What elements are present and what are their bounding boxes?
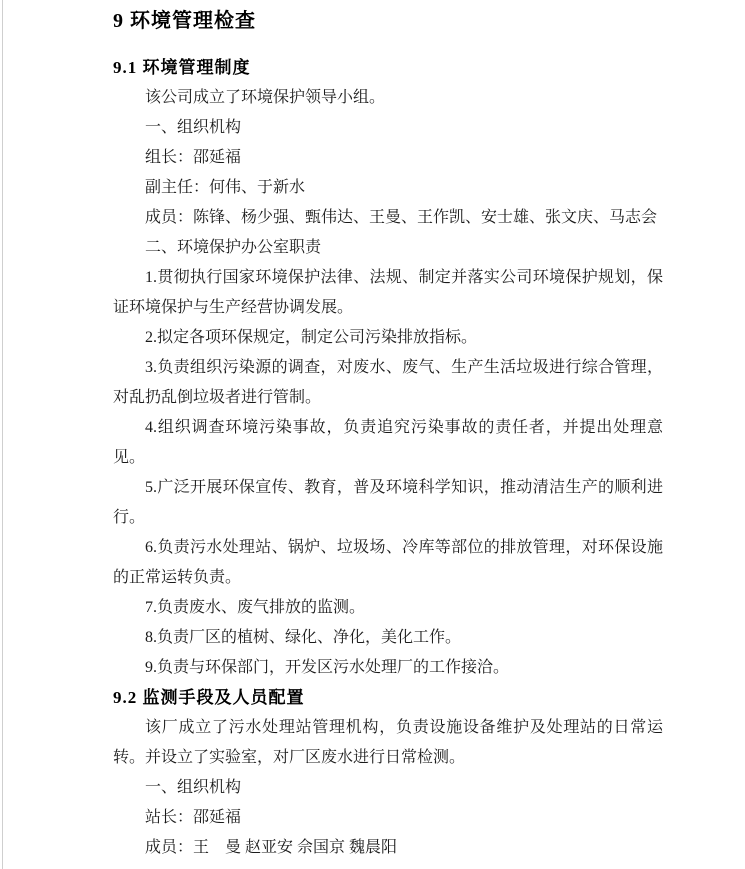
- document-section: [113, 683, 663, 863]
- page-left-edge-line: [2, 0, 3, 869]
- paragraph: 组长：邵延福: [145, 149, 242, 166]
- paragraph: 9.负责与环保部门，开发区污水处理厂的工作接洽。: [145, 659, 510, 676]
- paragraph: 一、组织机构: [145, 119, 242, 136]
- paragraph: 一、组织机构: [145, 779, 242, 796]
- paragraph: 副主任：何伟、于新水: [145, 179, 306, 196]
- paragraph: 该厂成立了污水处理站管理机构，负责设施设备维护及处理站的日常运转。并设立了实验室，对厂区废水进行日常检测。: [113, 719, 663, 766]
- section-heading: 9.2 监测手段及人员配置: [113, 688, 305, 707]
- paragraph: 5.广泛开展环保宣传、教育，普及环境科学知识，推动清洁生产的顺利进行。: [113, 479, 663, 526]
- paragraph: 二、环境保护办公室职责: [145, 239, 322, 256]
- paragraph: 2.拟定各项环保规定，制定公司污染排放指标。: [145, 329, 478, 346]
- paragraph: 4.组织调查环境污染事故，负责追究污染事故的责任者，并提出处理意见。: [113, 419, 663, 466]
- section-paragraphs: [113, 83, 663, 683]
- document-section: [113, 53, 663, 683]
- paragraph: 7.负责废水、废气排放的监测。: [145, 599, 366, 616]
- paragraph: 成员：王 曼 赵亚安 佘国京 魏晨阳: [145, 839, 398, 856]
- paragraph: 该公司成立了环境保护领导小组。: [145, 89, 386, 106]
- section-paragraphs: [113, 713, 663, 863]
- chapter-title: 9 环境管理检查: [113, 10, 256, 32]
- paragraph: 成员：陈锋、杨少强、甄伟达、王曼、王作凯、安士雄、张文庆、马志会: [145, 209, 658, 226]
- paragraph: 站长：邵延福: [145, 809, 242, 826]
- sections-container: [113, 53, 663, 863]
- paragraph: 8.负责厂区的植树、绿化、净化，美化工作。: [145, 629, 462, 646]
- paragraph: 3.负责组织污染源的调查，对废水、废气、生产生活垃圾进行综合管理，对乱扔乱倒垃圾者进行管制。: [113, 359, 663, 406]
- paragraph: 1.贯彻执行国家环境保护法律、法规、制定并落实公司环境保护规划，保证环境保护与生产经营协调发展。: [113, 269, 663, 316]
- document-content: [113, 6, 663, 863]
- section-heading: 9.1 环境管理制度: [113, 58, 251, 77]
- paragraph: 6.负责污水处理站、锅炉、垃圾场、冷库等部位的排放管理，对环保设施的正常运转负责。: [113, 539, 663, 586]
